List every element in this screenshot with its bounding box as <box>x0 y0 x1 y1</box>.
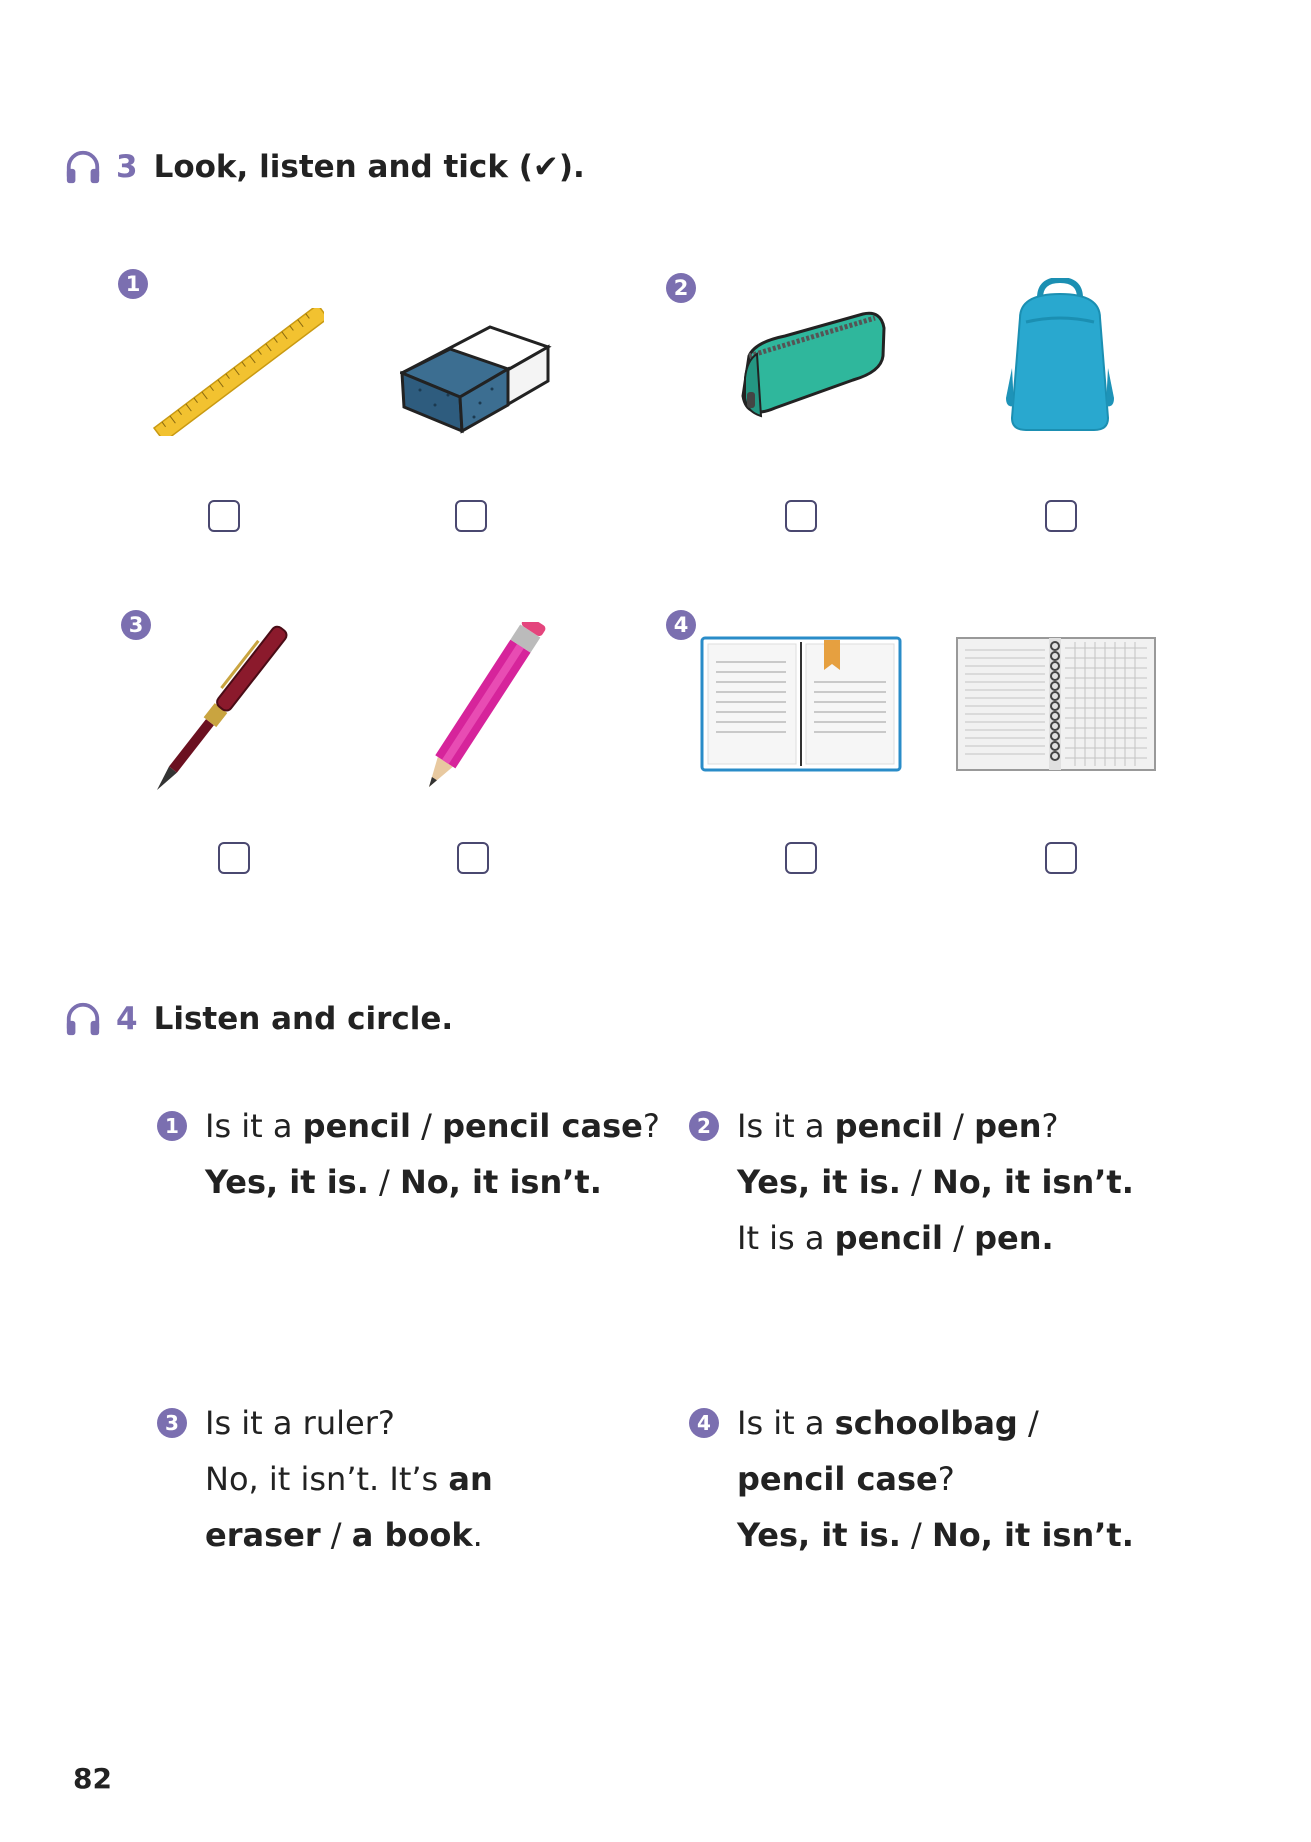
headphones-icon[interactable] <box>64 1000 102 1038</box>
question-badge: 3 <box>157 1408 187 1438</box>
circle-option[interactable]: Yes, it is. <box>205 1163 369 1201</box>
question-2 <box>697 1098 1134 1266</box>
item-badge-3: 3 <box>121 610 151 640</box>
answer-line: It is a pencil / pen. <box>737 1219 1054 1257</box>
answer-line: Yes, it is. / No, it isn’t. <box>737 1516 1134 1554</box>
circle-option[interactable]: Yes, it is. <box>737 1516 901 1554</box>
circle-option[interactable]: pen. <box>974 1219 1054 1257</box>
question-1 <box>165 1098 660 1210</box>
item-badge-4: 4 <box>666 610 696 640</box>
pencil-image <box>423 622 547 792</box>
circle-option[interactable]: pencil <box>834 1107 943 1145</box>
tick-box-pen[interactable] <box>218 842 250 874</box>
item-badge-2: 2 <box>666 273 696 303</box>
tick-box-pencil[interactable] <box>457 842 489 874</box>
tick-box-schoolbag[interactable] <box>1045 500 1077 532</box>
circle-option[interactable]: eraser <box>205 1516 321 1554</box>
circle-option[interactable]: schoolbag <box>834 1404 1018 1442</box>
tick-box-book[interactable] <box>785 842 817 874</box>
question-3 <box>165 1395 493 1563</box>
tick-box-notebook[interactable] <box>1045 842 1077 874</box>
ruler-image <box>148 308 324 436</box>
question-4 <box>697 1395 1134 1563</box>
headphones-icon[interactable] <box>64 148 102 186</box>
book-image <box>700 636 902 772</box>
question-line: Is it a ruler? <box>205 1404 395 1442</box>
answer-line: Yes, it is. / No, it isn’t. <box>205 1163 602 1201</box>
pencil-case-image <box>735 308 887 428</box>
tick-box-eraser[interactable] <box>455 500 487 532</box>
notebook-image <box>955 636 1157 772</box>
question-line: Is it a pencil / pen? <box>737 1107 1059 1145</box>
exercise-3-header <box>64 148 585 186</box>
circle-option[interactable]: pencil case <box>442 1107 643 1145</box>
eraser-image <box>400 325 552 435</box>
question-line: pencil case? <box>737 1460 955 1498</box>
tick-box-pencil-case[interactable] <box>785 500 817 532</box>
page-number: 82 <box>73 1762 112 1795</box>
answer-line: Yes, it is. / No, it isn’t. <box>737 1163 1134 1201</box>
item-badge-1: 1 <box>118 269 148 299</box>
circle-option[interactable]: No, it isn’t. <box>931 1163 1134 1201</box>
exercise-number: 3 <box>116 149 138 185</box>
exercise-4-header <box>64 1000 453 1038</box>
circle-option[interactable]: No, it isn’t. <box>931 1516 1134 1554</box>
question-badge: 2 <box>689 1111 719 1141</box>
circle-option[interactable]: pencil <box>302 1107 411 1145</box>
exercise-title: Look, listen and tick (✔). <box>153 149 585 185</box>
question-badge: 1 <box>157 1111 187 1141</box>
circle-option[interactable]: pencil case <box>737 1460 938 1498</box>
circle-option[interactable]: a book <box>351 1516 473 1554</box>
circle-option[interactable]: No, it isn’t. <box>399 1163 602 1201</box>
exercise-number: 4 <box>116 1001 138 1037</box>
answer-line: No, it isn’t. It’s an <box>205 1460 493 1498</box>
exercise-title: Listen and circle. <box>153 1001 454 1037</box>
question-badge: 4 <box>689 1408 719 1438</box>
pen-image <box>154 618 314 794</box>
schoolbag-image <box>1004 278 1116 433</box>
answer-line: eraser / a book. <box>205 1516 483 1554</box>
question-line: Is it a pencil / pencil case? <box>205 1107 660 1145</box>
circle-option[interactable]: pen <box>974 1107 1042 1145</box>
question-line: Is it a schoolbag / <box>737 1404 1039 1442</box>
circle-option[interactable]: pencil <box>834 1219 943 1257</box>
circle-option[interactable]: Yes, it is. <box>737 1163 901 1201</box>
tick-box-ruler[interactable] <box>208 500 240 532</box>
